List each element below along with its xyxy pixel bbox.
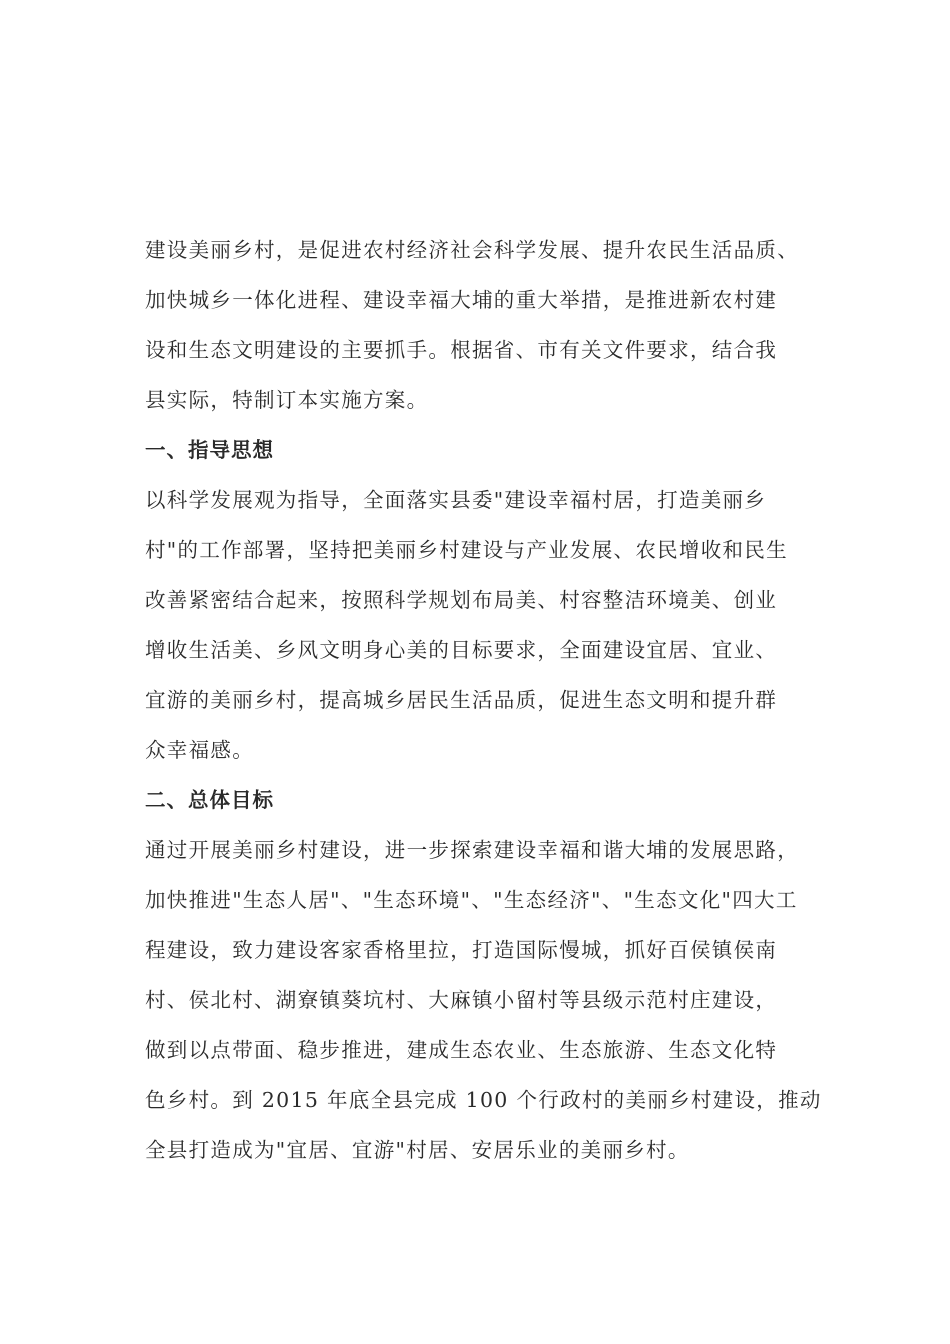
paragraph-line: 增收生活美、乡风文明身心美的目标要求，全面建设宜居、宜业、 [145,638,778,662]
paragraph-line: 村"的工作部署，坚持把美丽乡村建设与产业发展、农民增收和民生 [145,538,788,562]
paragraph-line: 改善紧密结合起来，按照科学规划布局美、村容整洁环境美、创业 [145,588,778,612]
paragraph-line: 做到以点带面、稳步推进，建成生态农业、生态旅游、生态文化特 [145,1038,778,1062]
paragraph-line: 全县打造成为"宜居、宜游"村居、安居乐业的美丽乡村。 [145,1138,690,1162]
paragraph-line: 程建设，致力建设客家香格里拉，打造国际慢城，抓好百侯镇侯南 [145,938,778,962]
paragraph-line: 村、侯北村、湖寮镇葵坑村、大麻镇小留村等县级示范村庄建设， [145,988,778,1012]
guiding-ideology-paragraph [145,475,815,775]
intro-line: 县实际，特制订本实施方案。 [145,388,429,412]
paragraph-line: 以科学发展观为指导，全面落实县委"建设幸福村居，打造美丽乡 [145,488,767,512]
paragraph-line: 宜游的美丽乡村，提高城乡居民生活品质，促进生态文明和提升群 [145,688,778,712]
paragraph-line: 通过开展美丽乡村建设，进一步探索建设幸福和谐大埔的发展思路， [145,838,799,862]
intro-line: 建设美丽乡村，是促进农村经济社会科学发展、提升农民生活品质、 [145,238,799,262]
overall-goal-paragraph [145,825,822,1175]
paragraph-line: 加快推进"生态人居"、"生态环境"、"生态经济"、"生态文化"四大工 [145,888,798,912]
intro-line: 加快城乡一体化进程、建设幸福大埔的重大举措，是推进新农村建 [145,288,778,312]
paragraph-line: 众幸福感。 [145,738,254,762]
section-heading-guiding-ideology: 一、指导思想 [145,438,274,462]
document-page [145,225,822,1175]
paragraph-line: 色乡村。到 2015 年底全县完成 100 个行政村的美丽乡村建设，推动 [145,1088,822,1112]
intro-line: 设和生态文明建设的主要抓手。根据省、市有关文件要求，结合我 [145,338,778,362]
section-heading-overall-goal: 二、总体目标 [145,788,274,812]
intro-paragraph [145,225,815,425]
